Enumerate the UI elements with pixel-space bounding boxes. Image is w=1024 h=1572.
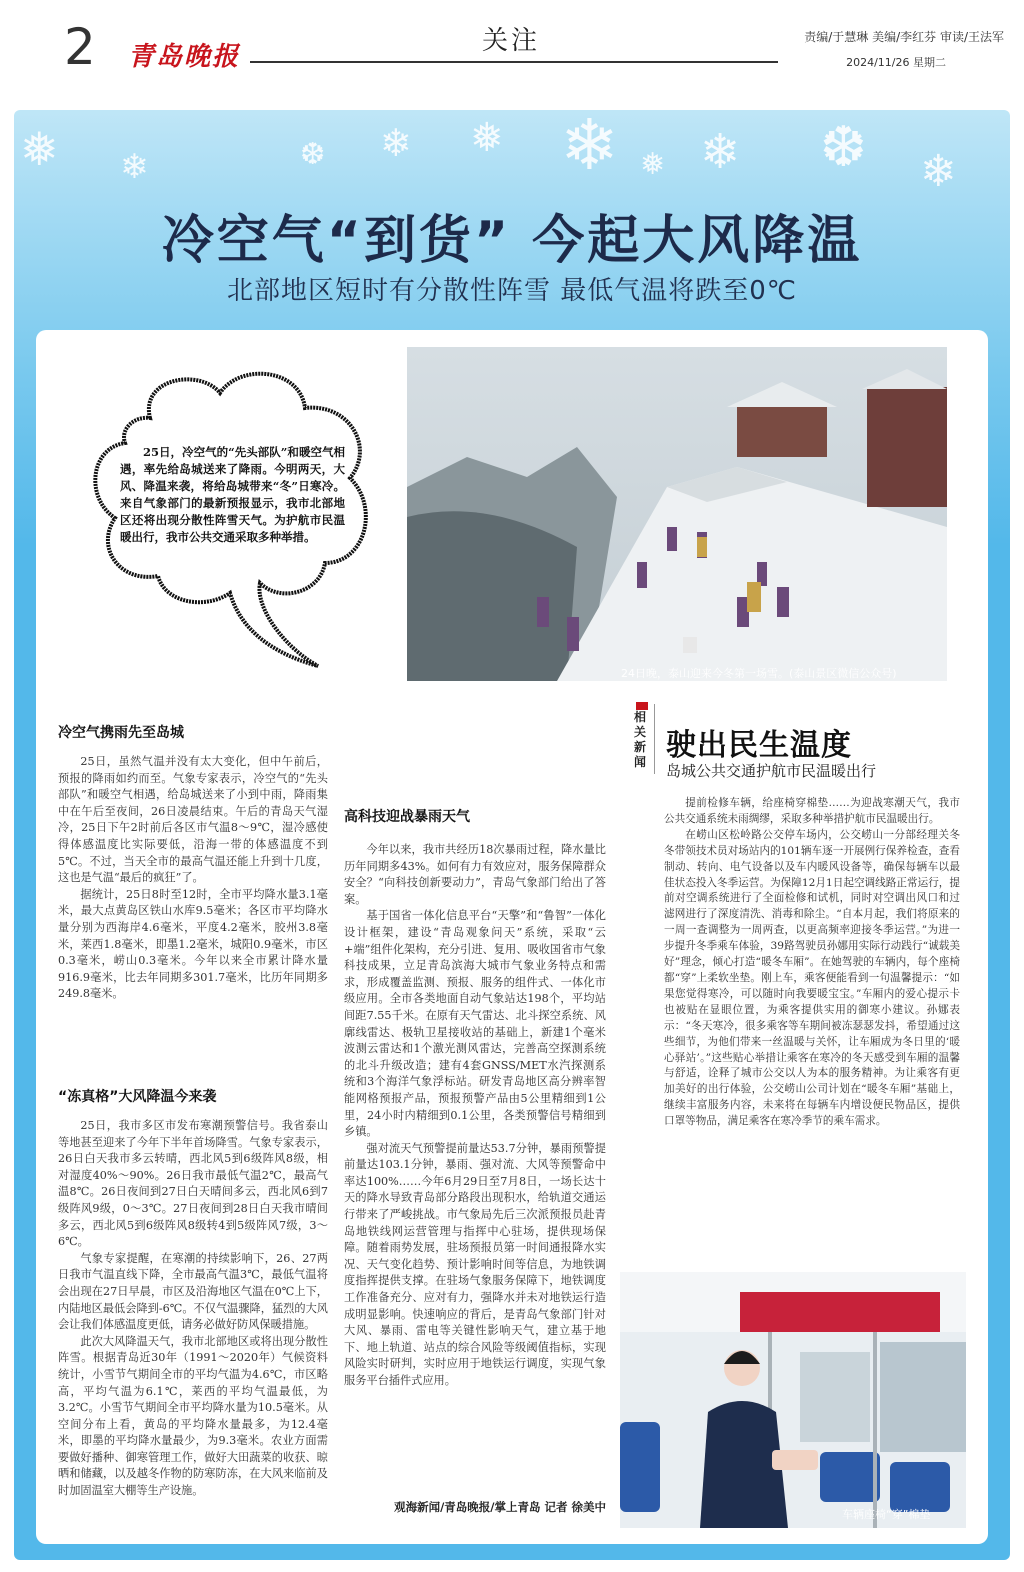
snowflake-icon: ❄ [560,104,619,186]
related-label: 相关新闻 [634,710,647,769]
masthead [0,0,1024,96]
lead-paragraph: 25日，冷空气的“先头部队”和暖空气相遇，率先给岛城送来了降雨。今明两天，大风、降温来袭，将给岛城带来“冬”日寒冷。来自气象部门的最新预报显示，我市北部地区还将出现分散性阵雪天气。为护航市民温暖出行，我市公共交通采取多种举措。 [120,445,345,544]
byline: 观海新闻/青岛晚报/掌上青岛 记者 徐美中 [394,1500,606,1514]
related-marker [636,702,648,710]
related-body [664,796,960,1130]
bus-interior-photo [620,1272,966,1528]
article-heading: “冻真格”大风降温今来袭 [58,1089,217,1105]
snowflake-icon: ❄ [120,147,149,187]
article-paragraph: 今年以来，我市共经历18次暴雨过程，降水量比历年同期多43%。如何有力有效应对，服务保障群众安全？“向科技创新要动力”，青岛气象部门给出了答案。 [344,843,606,906]
snowflake-icon: ❆ [820,115,867,180]
related-paragraph: 提前检修车辆，给座椅穿棉垫……为迎战寒潮天气，我市公共交通系统未雨绸缪，采取多种举措护航市民温暖出行。 [664,797,960,825]
section-title: 关注 [482,26,541,56]
photo-caption: 车辆座椅“穿”棉垫 [842,1508,931,1521]
article-paragraph: 25日，我市多区市发布寒潮预警信号。我省泰山等地甚至迎来了今年下半年首场降雪。气象专家表示，26日白天我市多云转晴，西北风5到6级阵风8级，相对湿度40%～90%。26日我市最低气温2℃，最高气温8℃。26日夜间到27日白天晴间多云，西北风6到7级阵风9级，0～3℃。27日夜间到28日白天我市晴间多云，西北风5到6级阵风8级转4到5级阵风7级，3～6℃。 [58,1119,328,1249]
snowflake-icon: ❄ [920,146,957,197]
paper-logo: 青岛晚报 [128,42,241,72]
article-heading: 冷空气携雨先至岛城 [58,725,184,741]
related-title: 驶出民生温度 [666,728,852,763]
article-paragraph: 此次大风降温天气，我市北部地区或将出现分散性阵雪。根据青岛近30年（1991～2020年）气候资料统计，小雪节气期间全市的平均气温为4.6℃，市区略高，平均气温为6.1℃，莱西的平均气温最低，为3.2℃。小雪节气期间全市平均降水量为10.5毫米。从空间分布上看，黄岛的平均降水量最多，为12.4毫米，即墨的平均降水量最少，为9.3毫米。农业方面需要做好播种、御寒管理工作，做好大田蔬菜的收获、晾晒和储藏，以及越冬作物的防寒防冻，在大风来临前及时加固温室大棚等生产设施。 [58,1334,328,1498]
main-headline: 冷空气“到货” 今起大风降温 [161,211,863,271]
article-column-2 [344,842,606,1390]
related-paragraph: 在崂山区松岭路公交停车场内，公交崂山一分部经理关冬冬带领技术员对场站内的101辆车逐一开展例行保养检查，查看制动、转向、电气设备以及车内暖风设备等，确保每辆车以最佳状态投入冬季运营。为保障12月1日起空调线路正常运行，提前对空调系统进行了全面检修和试机，同时对空调出风口和过滤网进行了深度清洗、消毒和除尘。“自本月起，我们将原来的一周一查调整为一周两查，以更高频率迎接冬季运营。”为进一步提升冬季乘车体验，39路驾驶员孙娜用实际行动践行“诚载美好”理念，倾心打造“暖冬车厢”。在她驾驶的车辆内，每个座椅都“穿”上柔软坐垫。刚上车，乘客便能看到一句温馨提示：“如果您觉得寒冷，可以随时向我要暖宝宝。”车厢内的爱心提示卡也被贴在显眼位置，为乘客提供实用的御寒小建议。孙娜表示：“冬天寒冷，很多乘客等车期间被冻瑟瑟发抖，希望通过这些细节，为他们带来一丝温暖与关怀，让车厢成为冬日里的‘暖心驿站’。”这些贴心举措让乘客在寒冷的冬天感受到车厢的温馨与舒适，诠释了城市公交以人为本的服务精神。为让乘客有更加美好的出行体验，公交崂山公司计划在“暖冬车厢”基础上，继续丰富服务内容，未来将在每辆车内增设便民物品区，提供口罩等物品，满足乘客在寒冷季节的乘车需求。 [664,828,960,1128]
article-paragraph: 25日，虽然气温并没有太大变化，但中午前后，预报的降雨如约而至。气象专家表示，冷空气的“先头部队”和暖空气相遇，给岛城送来了小到中雨，降雨集中在午后至夜间，26日凌晨结束。午后的青岛天气湿冷，25日下午2时前后各区市气温8～9℃，湿冷感使得体感温度比实际要低，沿海一带的体感温度不到5℃。不过，当天全市的最高气温还能上升到十几度，这也是气温“最后的疯狂”了。 [58,755,328,885]
taishan-snow-photo [407,347,947,681]
snowflake-icon: ❅ [470,115,504,161]
snowflake-icon: ❅ [20,122,59,176]
snowflake-icon: ❆ [300,137,326,172]
article-paragraph: 据统计，25日8时至12时，全市平均降水量3.1毫米，最大点黄岛区铁山水库9.5毫米；各区市平均降水量分别为西海岸4.6毫米，平度4.2毫米，胶州3.8毫米，莱西1.8毫米，即墨1.2毫米，城阳0.9毫米，市区0.3毫米，崂山0.3毫米。今年以来全市累计降水量916.9毫米，比去年同期多301.7毫米，比历年同期多249.8毫米。 [58,887,328,1001]
page-number: 2 [64,18,96,76]
masthead-rule [250,61,778,63]
article-heading: 高科技迎战暴雨天气 [344,809,470,825]
article-paragraph: 气象专家提醒，在寒潮的持续影响下，26、27两日我市气温直线下降，全市最高气温3℃，最低气温将会出现在27日早晨，市区及沿海地区气温在0℃上下，内陆地区最低会降到-6℃。不仅气温骤降，猛烈的大风会让我们体感温度更低，请务必做好防风保暖措施。 [58,1251,328,1332]
article-paragraph: 强对流天气预警提前量达53.7分钟，暴雨预警提前量达103.1分钟，暴雨、强对流、大风等预警命中率达100%……今年6月29日至7月8日，一场长达十天的降水导致青岛部分路段出现积水，给轨道交通运行带来了严峻挑战。市气象局先后三次派预报员赴青岛地铁线网运营管理与指挥中心驻场，提供现场保障。随着雨势发展，驻场预报员第一时间通报降水实况、天气变化趋势、预计影响时间等信息，为地铁调度指挥提供支撑。在驻场气象服务保障下，地铁调度工作准备充分、应对有力，强降水并未对地铁运行造成明显影响。快速响应的背后，是青岛气象部门针对大风、暴雨、雷电等关键性影响天气，建立基于地下、地上轨道、站点的综合风险等级阈值指标，实现风险实时研判，实时应用于地铁运行调度，实现气象服务平台插件式应用。 [344,1141,606,1387]
article-column-1 [58,754,328,1003]
related-subtitle: 岛城公共交通护航市民温暖出行 [666,762,877,780]
issue-date: 2024/11/26 星期二 [846,56,946,69]
photo-caption: 24日晚，泰山迎来今冬第一场雪。(泰山景区微信公众号) [621,667,897,680]
article-column-1b [58,1118,328,1500]
related-divider [654,704,655,774]
snowflake-icon: ❅ [640,147,666,182]
snowflake-icon: ❄ [700,124,741,180]
editor-credits: 责编/于慧琳 美编/李红芬 审读/王法军 [804,30,1004,44]
article-paragraph: 基于国省一体化信息平台“天擎”和“鲁智”一体化设计框架，建设“青岛观象问天”系统，采取“云+端”组件化架构，充分引进、复用、吸收国省市气象科技成果，立足青岛滨海大城市气象业务特点和需求，形成覆盖监测、预报、服务的组件式、一体化市级应用。全市各类地面自动气象站达198个，平均站间距7.55千米。在原有天气雷达、北斗探空系统、风廓线雷达、极轨卫星接收站的基础上，新建1个毫米波测云雷达和1个激光测风雷达，完善高空探测系统的北斗升级改造；建有4套GNSS/MET水汽探测系统和3个海洋气象浮标站。研发青岛地区高分辨率智能网格预报产品，预报预警产品由5公里精细到1公里，24小时内精细到0.1公里，各类预警信号精细到乡镇。 [344,909,606,1139]
snowflake-icon: ❄ [380,121,412,165]
sub-headline: 北部地区短时有分散性阵雪 最低气温将跌至0℃ [226,276,797,306]
